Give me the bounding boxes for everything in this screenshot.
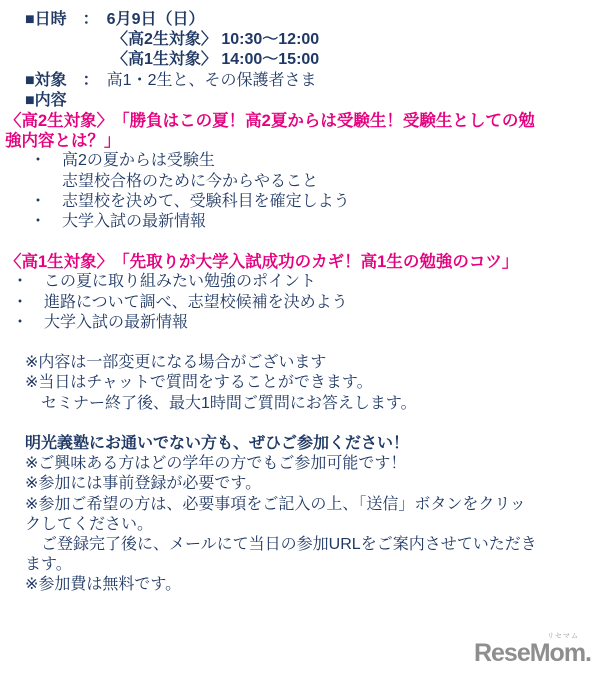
invite-note-line: ※参加費は無料です。 — [25, 576, 182, 594]
ko1-bullet-item: ・ 進路について調べ、志望校候補を決めよう — [12, 293, 348, 311]
resemom-logo-ruby: リセマム — [547, 633, 579, 640]
invite-note-line: ※参加には事前登録が必要です。 — [25, 475, 262, 493]
target-line — [0, 71, 601, 91]
ko2-heading-line1: 〈高2生対象〉 「勝負はこの夏！高2夏からは受験生！受験生としての勉 — [5, 111, 535, 130]
invite-note-line: ます。 — [25, 556, 72, 574]
ko1-bullet-item: ・ 大学入試の最新情報 — [12, 313, 189, 331]
ko2-bullet-item: ・ 志望校を決めて、受験科目を確定しよう — [30, 192, 350, 210]
invite-note-line: ※ご興味ある方はどの学年の方でもご参加可能です！ — [25, 455, 407, 473]
note-line: セミナー終了後、最大1時間ご質問にお答えします。 — [25, 394, 417, 412]
invite-headline: 明光義塾にお通いでない方も、ぜひご参加ください！ — [25, 434, 410, 452]
spacer — [0, 414, 601, 434]
session-ko2-line: 〈高2生対象〉 10:30～12:00 — [112, 31, 320, 49]
note-line: ※内容は一部変更になる場合がございます — [25, 354, 327, 372]
ko2-bullet-item-cont: 志望校合格のために今からやること — [30, 172, 319, 190]
ko2-bullet-item: ・ 高2の夏からは受験生 — [30, 152, 215, 170]
note-line: ※当日はチャットで質問をすることができます。 — [25, 374, 373, 392]
invite-note-line: ご登録完了後に、メールにて当日の参加URLをご案内させていただき — [25, 535, 537, 553]
resemom-logo-wordmark: ReseMom. — [473, 639, 591, 667]
resemom-logo — [474, 633, 591, 666]
invite-note-line: クしてください。 — [25, 515, 154, 533]
content-label-line: ■内容 — [25, 91, 67, 109]
announcement-body — [0, 10, 601, 595]
spacer — [0, 232, 601, 252]
session-ko1-line: 〈高1生対象〉 14:00～15:00 — [112, 51, 320, 69]
ko2-heading-line2: 強内容とは？」 — [5, 132, 121, 151]
target-label: ■対象 ： — [25, 71, 107, 89]
spacer — [0, 333, 601, 353]
invite-note-line: ※参加ご希望の方は、必要事項をご記入の上、「送信」ボタンをクリッ — [25, 495, 526, 513]
ko1-bullet-item: ・ この夏に取り組みたい勉強のポイント — [12, 273, 317, 291]
ko2-bullet-item: ・ 大学入試の最新情報 — [30, 212, 207, 230]
datetime-line: ■日時 ： 6月9日（日） — [25, 11, 205, 28]
target-value: 高1・2生と、その保護者さま — [106, 71, 317, 89]
ko1-heading: 〈高1生対象〉 「先取りが大学入試成功のカギ！高1生の勉強のコツ」 — [5, 253, 519, 272]
